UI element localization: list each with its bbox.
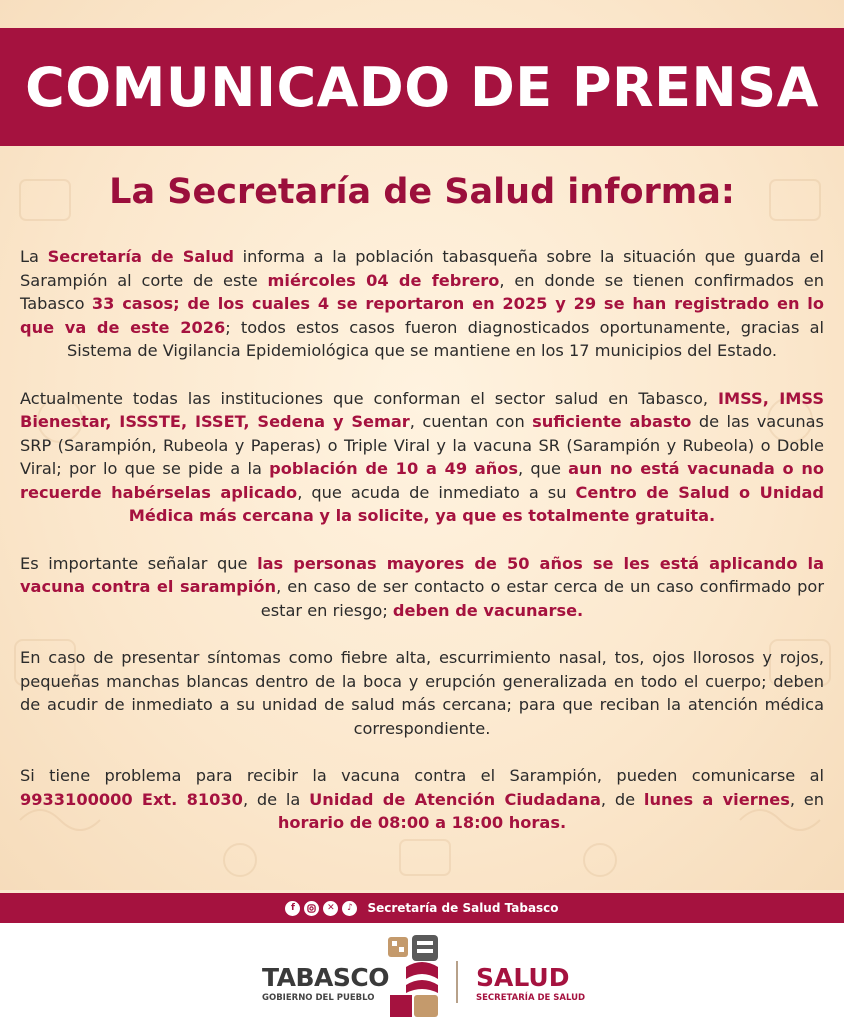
footer (0, 923, 844, 1024)
highlight-date: miércoles 04 de febrero (267, 270, 500, 290)
text-run: Es importante señalar que (20, 553, 258, 573)
highlight-unvaccinated: aun no está vacunada o no recuerde habérselas aplicado (20, 459, 825, 502)
text-run: Actualmente todas las instituciones que conforman el sector salud en Tabasco, (20, 388, 718, 408)
text-run: informa a la población tabasqueña sobre la situación que guarda el Sarampión al corte de este (20, 247, 824, 290)
text-run: , de la (242, 789, 310, 809)
logo-divider (456, 961, 458, 1003)
text-run: , en caso de ser contacto o estar cerca de un caso confirmado por estar en riesgo; (260, 577, 824, 620)
text-run: La (20, 247, 48, 266)
header-banner (0, 28, 844, 146)
highlight-days: lunes a viernes (643, 789, 790, 809)
salud-tagline: SECRETARÍA DE SALUD (476, 993, 586, 1003)
tiktok-icon[interactable]: ♪ (342, 901, 357, 916)
text-run: Si tiene problema para recibir la vacuna contra el Sarampión, pueden comunicarse al (20, 766, 824, 785)
highlight-must-vaccinate: deben de vacunarse. (392, 600, 584, 620)
highlight-unit: Unidad de Atención Ciudadana (309, 789, 601, 809)
section-heading: La Secretaría de Salud informa: (109, 172, 735, 212)
text-run: , de (600, 789, 644, 809)
text-run: , en (789, 789, 825, 809)
text-run: En caso de presentar síntomas como fiebre alta, escurrimiento nasal, tos, ojos llorosos y rojos, pequeñas manchas blancas dentro de la boca y erupción generalizada en todo el cuerpo; deben de acudir de inmediato a su unidad de salud más cercana; para que reciban la atención médica correspondiente. (20, 648, 824, 738)
highlight-text: Secretaría de Salud (47, 247, 234, 266)
tabasco-logo (262, 963, 389, 1003)
text-run: ; todos estos casos fueron diagnosticados oportunamente, gracias al Sistema de Vigilancia Epidemiológica que se mantiene en los 17 municipios del Estado. (66, 317, 825, 360)
highlight-phone: 9933100000 Ext. 81030 (20, 789, 243, 809)
paragraph-situation (20, 245, 824, 363)
text-run: , cuentan con (409, 412, 533, 431)
highlight-health-center: Centro de Salud o Unidad Médica más cercana y la solicite, ya que es totalmente gratuita. (128, 482, 824, 525)
text-run: , en donde se tienen confirmados en Tabasco (20, 270, 824, 313)
tabasco-tagline: GOBIERNO DEL PUEBLO (262, 993, 375, 1003)
x-icon[interactable]: ✕ (323, 901, 338, 916)
salud-logo (476, 963, 585, 1003)
paragraph-over-50 (20, 552, 824, 623)
highlight-hours: horario de 08:00 a 18:00 horas. (277, 813, 567, 832)
social-handle: Secretaría de Salud Tabasco (367, 901, 559, 915)
salud-wordmark: SALUD (476, 963, 570, 992)
press-release-body (20, 245, 824, 859)
facebook-icon[interactable]: f (285, 901, 300, 916)
highlight-age-range: población de 10 a 49 años (269, 459, 519, 478)
tabasco-emblem-icon (386, 935, 442, 1019)
social-bar (0, 893, 844, 923)
instagram-icon[interactable] (304, 901, 319, 916)
page-title: COMUNICADO DE PRENSA (25, 55, 819, 119)
paragraph-symptoms (20, 646, 824, 740)
text-run: , que acuda de inmediato a su (297, 482, 576, 502)
tabasco-wordmark: TABASCO (262, 963, 389, 992)
highlight-institutions: IMSS, IMSS Bienestar, ISSSTE, ISSET, Sedena y Semar (20, 388, 824, 431)
highlight-over-50: las personas mayores de 50 años se les está aplicando la vacuna contra el sarampión (20, 553, 824, 596)
paragraph-contact (20, 764, 824, 835)
text-run: de las vacunas SRP (Sarampión, Rubeola y Paperas) o Triple Viral y la vacuna SR (Sarampión y Rubeola) o Doble Viral; por lo que se pide a la (20, 412, 824, 478)
paragraph-vaccines (20, 387, 824, 528)
highlight-cases: 33 casos; de los cuales 4 se reportaron en 2025 y 29 se han registrado en lo que va de este 2026 (20, 294, 824, 337)
highlight-supply: suficiente abasto (532, 412, 692, 431)
text-run: , que (518, 459, 569, 478)
